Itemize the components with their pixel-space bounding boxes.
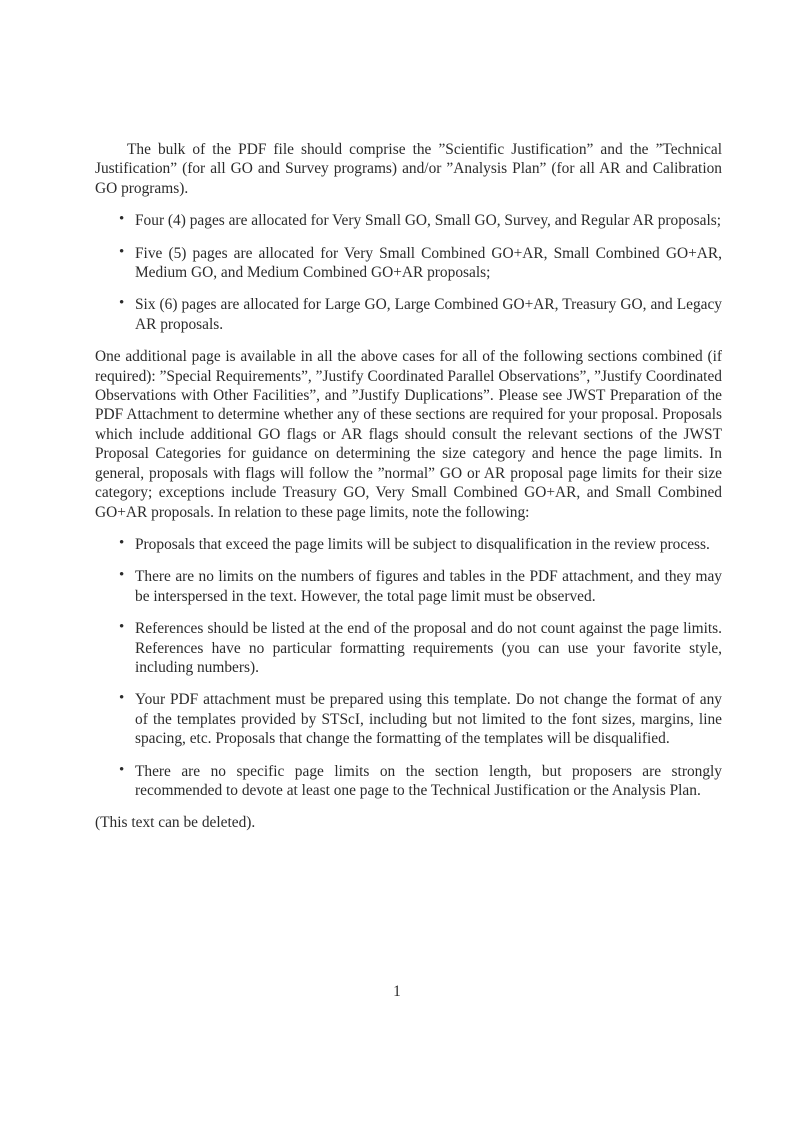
closing-note: (This text can be deleted). — [95, 814, 256, 832]
list-item — [95, 567, 722, 606]
list-item — [95, 211, 722, 230]
intro-paragraph: The bulk of the PDF file should comprise the ”Scientific Justification” and the ”Technical Justification” (for all GO and Survey programs) and/or ”Analysis Plan” (for all AR and Calibration GO programs). — [95, 141, 722, 197]
bullet-icon: • — [119, 690, 125, 707]
list-item — [95, 295, 722, 334]
list-item-text: Proposals that exceed the page limits will be subject to disqualification in the review process. — [135, 535, 710, 553]
bullet-icon: • — [119, 295, 125, 312]
list-item-text: There are no specific page limits on the section length, but proposers are strongly recommended to devote at least one page to the Technical Justification or the Analysis Plan. — [135, 762, 722, 799]
list-item — [95, 619, 722, 677]
bullet-icon: • — [119, 761, 125, 778]
page-limit-notes-list — [95, 535, 722, 800]
bullet-icon: • — [119, 534, 125, 551]
bullet-icon: • — [119, 567, 125, 584]
list-item-text: There are no limits on the numbers of figures and tables in the PDF attachment, and they may be interspersed in the text. However, the total page limit must be observed. — [135, 568, 722, 605]
bullet-icon: • — [119, 619, 125, 636]
list-item — [95, 535, 722, 554]
list-item-text: References should be listed at the end of the proposal and do not count against the page limits. References have no particular formatting requirements (you can use your favorite style, including numbers). — [135, 620, 722, 676]
list-item-text: Five (5) pages are allocated for Very Small Combined GO+AR, Small Combined GO+AR, Medium GO, and Medium Combined GO+AR proposals; — [135, 244, 722, 282]
additional-page-paragraph: One additional page is available in all the above cases for all of the following sections combined (if required): ”Special Requirements”, ”Justify Coordinated Parallel Observations”, ”Justify Coordinated Observations with Other Facilities”, and ”Justify Duplications”. Please see JWST Preparation of the PDF Attachment to determine whether any of these sections are required for your proposal. Proposals which include additional GO flags or AR flags should consult the relevant sections of the JWST Proposal Categories for guidance on determining the size category and hence the page limits. In general, proposals with flags will follow the ”normal” GO or AR proposal page limits for their size category; exceptions include Treasury GO, Very Small Combined GO+AR, and Small Combined GO+AR proposals. In relation to these page limits, note the following: — [95, 348, 722, 521]
bullet-icon: • — [119, 243, 125, 260]
page-allocation-list — [95, 211, 722, 334]
list-item — [95, 762, 722, 801]
bullet-icon: • — [119, 211, 125, 228]
list-item — [95, 690, 722, 748]
list-item — [95, 244, 722, 283]
list-item-text: Six (6) pages are allocated for Large GO, Large Combined GO+AR, Treasury GO, and Legacy AR proposals. — [135, 296, 722, 333]
list-item-text: Four (4) pages are allocated for Very Small GO, Small GO, Survey, and Regular AR proposals; — [135, 212, 722, 230]
document-body — [95, 140, 722, 833]
list-item-text: Your PDF attachment must be prepared using this template. Do not change the format of any of the templates provided by STScI, including but not limited to the font sizes, margins, line spacing, etc. Proposals that change the formatting of the templates will be disqualified. — [135, 691, 722, 748]
page-number: 1 — [393, 983, 401, 1000]
